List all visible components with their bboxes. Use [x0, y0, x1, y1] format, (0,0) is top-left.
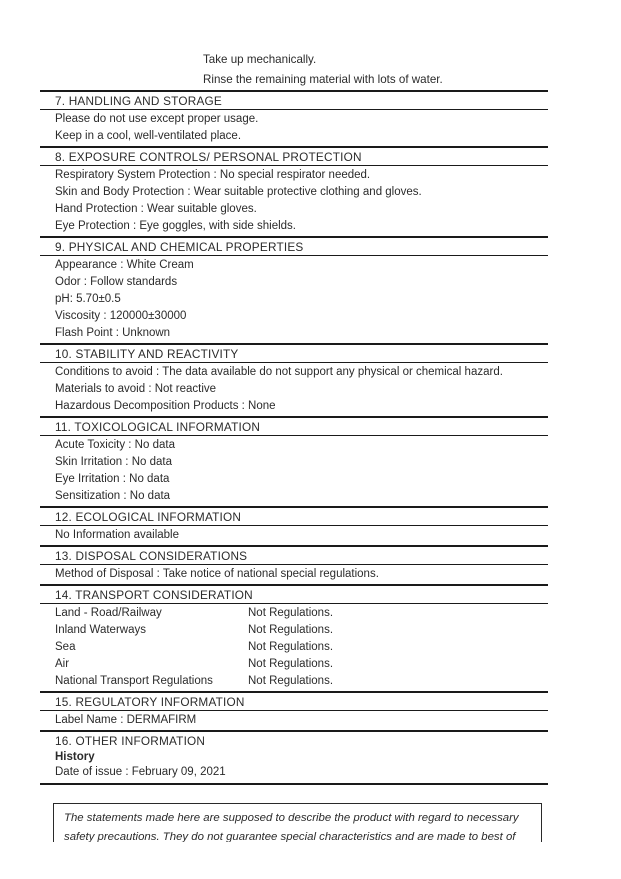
- section-header: 14. TRANSPORT CONSIDERATION: [40, 584, 548, 604]
- section-line: Method of Disposal : Take notice of national special regulations.: [55, 568, 379, 580]
- transport-regulation-value: Not Regulations.: [248, 641, 334, 653]
- history-subheading: History: [55, 751, 95, 763]
- disclaimer-box: [53, 803, 542, 842]
- section-line: pH: 5.70±0.5: [55, 293, 121, 305]
- transport-row: [55, 639, 548, 656]
- disclaimer-line: safety precautions. They do not guarantee special characteristics and are made to best of: [64, 831, 516, 842]
- section-body: [40, 604, 548, 691]
- transport-mode-label: Land - Road/Railway: [55, 607, 162, 619]
- transport-row: [55, 656, 548, 673]
- section-header: 10. STABILITY AND REACTIVITY: [40, 343, 548, 363]
- disclaimer-line: The statements made here are supposed to describe the product with regard to necessary: [64, 812, 519, 824]
- section-body: [40, 256, 548, 343]
- transport-mode-label: Sea: [55, 641, 76, 653]
- section-body: [40, 436, 548, 506]
- section-physical-chemical: [40, 236, 548, 343]
- section-line: Skin Irritation : No data: [55, 456, 172, 468]
- section-line: Hazardous Decomposition Products : None: [55, 400, 276, 412]
- section-line: Conditions to avoid : The data available do not support any physical or chemical hazard.: [55, 366, 503, 378]
- carryover-measures-text: [40, 50, 548, 90]
- section-disposal: [40, 545, 548, 584]
- section-header: 12. ECOLOGICAL INFORMATION: [40, 506, 548, 526]
- section-body: [40, 166, 548, 236]
- section-header: 7. HANDLING AND STORAGE: [40, 90, 548, 110]
- transport-row: [55, 673, 548, 690]
- section-body: [40, 363, 548, 416]
- document-body: [40, 0, 548, 842]
- section-line: Viscosity : 120000±30000: [55, 310, 187, 322]
- section-exposure-controls: [40, 146, 548, 236]
- section-line: Eye Irritation : No data: [55, 473, 170, 485]
- section-line: Keep in a cool, well-ventilated place.: [55, 130, 242, 142]
- transport-regulation-value: Not Regulations.: [248, 658, 334, 670]
- section-body: [40, 565, 548, 584]
- transport-mode-label: Inland Waterways: [55, 624, 146, 636]
- section-transport: [40, 584, 548, 691]
- section-line: Acute Toxicity : No data: [55, 439, 175, 451]
- section-line: Appearance : White Cream: [55, 259, 194, 271]
- section-body: [40, 749, 548, 781]
- section-line: Label Name : DERMAFIRM: [55, 714, 197, 726]
- section-line: Please do not use except proper usage.: [55, 113, 259, 125]
- transport-regulation-value: Not Regulations.: [248, 624, 334, 636]
- section-header: 13. DISPOSAL CONSIDERATIONS: [40, 545, 548, 565]
- intro-line: Take up mechanically.: [203, 53, 317, 66]
- intro-line: Rinse the remaining material with lots of water.: [203, 73, 443, 86]
- section-body: [40, 526, 548, 545]
- section-line: Sensitization : No data: [55, 490, 171, 502]
- section-header: 11. TOXICOLOGICAL INFORMATION: [40, 416, 548, 436]
- section-stability-reactivity: [40, 343, 548, 416]
- section-regulatory: [40, 691, 548, 730]
- section-header: 9. PHYSICAL AND CHEMICAL PROPERTIES: [40, 236, 548, 256]
- section-line: Hand Protection : Wear suitable gloves.: [55, 203, 257, 215]
- section-line: Eye Protection : Eye goggles, with side shields.: [55, 220, 296, 232]
- section-toxicological: [40, 416, 548, 506]
- section-line: Materials to avoid : Not reactive: [55, 383, 217, 395]
- transport-regulation-value: Not Regulations.: [248, 675, 334, 687]
- transport-regulation-value: Not Regulations.: [248, 607, 334, 619]
- section-line: Flash Point : Unknown: [55, 327, 171, 339]
- section-other-information: [40, 730, 548, 781]
- section-line: Respiratory System Protection : No special respirator needed.: [55, 169, 371, 181]
- section-line: Odor : Follow standards: [55, 276, 178, 288]
- section-handling-storage: [40, 90, 548, 146]
- date-of-issue-line: Date of issue : February 09, 2021: [55, 766, 226, 778]
- transport-row: [55, 622, 548, 639]
- section-header: 15. REGULATORY INFORMATION: [40, 691, 548, 711]
- section-line: No Information available: [55, 529, 180, 541]
- section-header: 16. OTHER INFORMATION: [40, 730, 548, 749]
- section-body: [40, 711, 548, 730]
- section-body: [40, 110, 548, 146]
- transport-mode-label: Air: [55, 658, 70, 670]
- transport-mode-label: National Transport Regulations: [55, 675, 213, 687]
- transport-row: [55, 605, 548, 622]
- section-header: 8. EXPOSURE CONTROLS/ PERSONAL PROTECTION: [40, 146, 548, 166]
- section-ecological: [40, 506, 548, 545]
- closing-rule: [40, 783, 548, 785]
- section-line: Skin and Body Protection : Wear suitable protective clothing and gloves.: [55, 186, 422, 198]
